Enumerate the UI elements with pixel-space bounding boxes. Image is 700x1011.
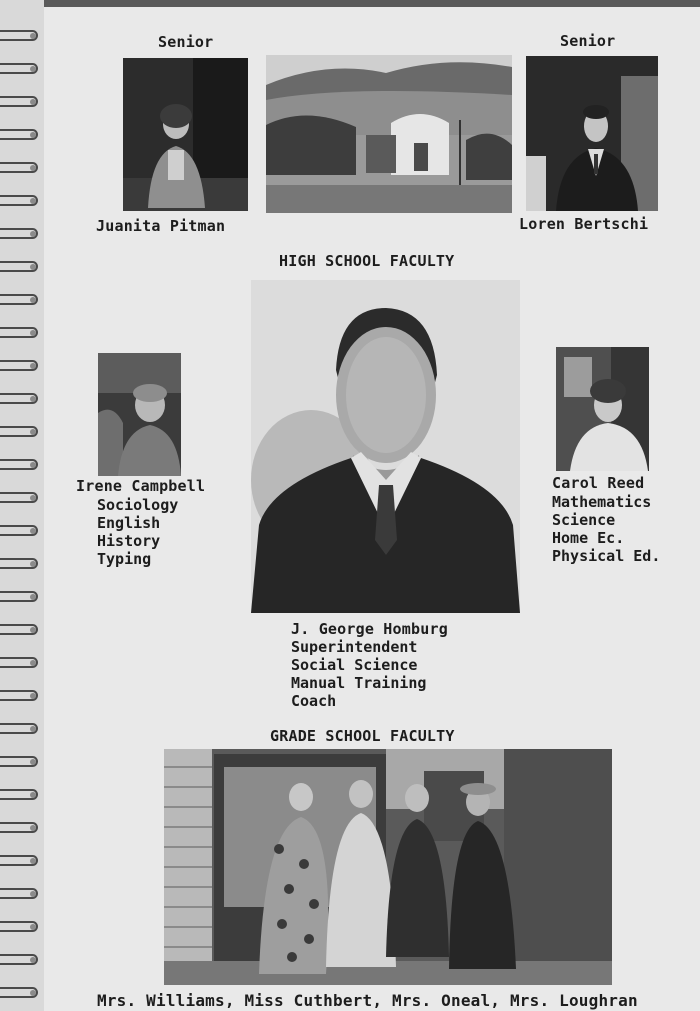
binding-hole <box>30 363 36 369</box>
role-line: Coach <box>291 692 337 710</box>
photo-juanita-pitman <box>123 58 248 211</box>
binding-hole <box>30 594 36 600</box>
role-line: Superintendent <box>291 638 418 656</box>
binding-hole <box>30 297 36 303</box>
binding-hole <box>30 825 36 831</box>
subject-line: Mathematics <box>552 493 652 511</box>
binding-hole <box>30 759 36 765</box>
subject-line: Typing <box>97 550 152 568</box>
binding-hole <box>30 957 36 963</box>
superintendent-name: J. George Homburg <box>291 620 448 638</box>
binding-hole <box>30 264 36 270</box>
teacher-name-right: Carol Reed <box>552 474 645 492</box>
subject-line: History <box>97 532 161 550</box>
binding-hole <box>30 396 36 402</box>
photo-grade-school-teachers <box>164 749 612 985</box>
high-school-heading: HIGH SCHOOL FACULTY <box>279 252 455 270</box>
binding-hole <box>30 627 36 633</box>
binding-hole <box>30 528 36 534</box>
binding-hole <box>30 858 36 864</box>
teacher-name-left: Irene Campbell <box>76 477 206 495</box>
binding-hole <box>30 198 36 204</box>
binding-hole <box>30 132 36 138</box>
binding-hole <box>30 429 36 435</box>
binding-hole <box>30 561 36 567</box>
grade-school-caption: Mrs. Williams, Miss Cuthbert, Mrs. Oneal, Mrs. Loughran <box>97 991 638 1010</box>
photo-carol-reed <box>556 347 649 471</box>
senior-label-right: Senior <box>560 32 616 50</box>
photo-george-homburg <box>251 280 520 613</box>
binding-hole <box>30 792 36 798</box>
binding-hole <box>30 891 36 897</box>
subject-line: English <box>97 514 161 532</box>
binding-hole <box>30 330 36 336</box>
binding-hole <box>30 693 36 699</box>
grade-school-heading: GRADE SCHOOL FACULTY <box>270 727 455 745</box>
role-line: Social Science <box>291 656 418 674</box>
page-top-edge <box>0 0 700 7</box>
binding-hole <box>30 924 36 930</box>
binding-hole <box>30 660 36 666</box>
role-line: Manual Training <box>291 674 427 692</box>
binding-hole <box>30 99 36 105</box>
binding-hole <box>30 462 36 468</box>
binding-hole <box>30 33 36 39</box>
subject-line: Science <box>552 511 616 529</box>
senior-name-right: Loren Bertschi <box>519 215 649 233</box>
binding-hole <box>30 165 36 171</box>
subject-line: Sociology <box>97 496 179 514</box>
binding-hole <box>30 231 36 237</box>
binding-hole <box>30 726 36 732</box>
binding-hole <box>30 990 36 996</box>
senior-name-left: Juanita Pitman <box>96 217 226 235</box>
photo-loren-bertschi <box>526 56 658 211</box>
binding-hole <box>30 66 36 72</box>
spiral-binding <box>0 0 44 1011</box>
photo-irene-campbell <box>98 353 181 476</box>
subject-line: Home Ec. <box>552 529 625 547</box>
subject-line: Physical Ed. <box>552 547 661 565</box>
senior-label-left: Senior <box>158 33 214 51</box>
binding-hole <box>30 495 36 501</box>
photo-school-building <box>266 55 512 213</box>
